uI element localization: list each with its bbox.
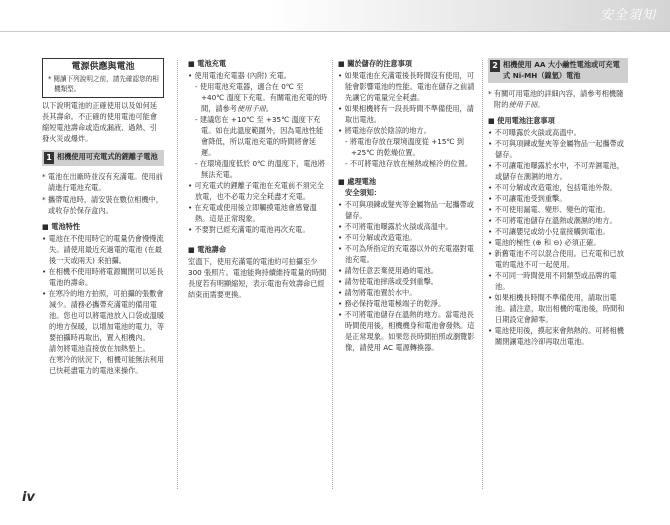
power-supply-box [42, 58, 164, 98]
sub-item: - 建議您在 +10℃ 至 +35℃ 溫度下充電。如在此溫度範圍外，因為電池性能會降低，所以電池充電的時間將會延遲。 [195, 115, 324, 157]
column-divider [332, 60, 333, 490]
sub-item: - 不可將電池存放在極熱或極冷的位置。 [345, 159, 473, 168]
list-item: • 如果相機將有一段長時間不準備使用，請取出電池。 [338, 104, 474, 124]
list-item: • 在寒冷的地方拍照，可拍攝的張數會減少。請務必攜帶充滿電的備用電池。您也可以將電池放入口袋或溫暖的地方保暖，以增加電池的電力，等要拍攝時再取出，置入相機內。 [42, 289, 165, 342]
list-item: • 不可將電池曝露於火燄或高溫中。 [338, 222, 453, 231]
list-item: • 請勿使電池摔落或受到重擊。 [338, 277, 438, 286]
list-item: • 在相機不使用時將電源關閉可以延長電池的壽命。 [42, 267, 164, 287]
list-item: • 不可分解或改造電池，包括電池外殼。 [488, 183, 617, 192]
sub-item: - 在環境溫度低於 0℃ 的溫度下，電池將無法充電。 [195, 159, 325, 179]
list-item: • 不可將電池儲存在溫熱的地方。當電池長時間使用後，相機機身和電池會發熱。這是正常現象。如果您長時間拍照或瀏覽影像，請使用 AC 電源轉換器。 [338, 310, 475, 352]
charging-heading: ■ 電池充電 [188, 59, 227, 68]
safety-subheading: 安全須知： [345, 188, 381, 197]
page-header [0, 0, 670, 32]
list-item: • 不可讓電池曝露於水中，不可弄濕電池，或儲存在潮濕的地方。 [488, 161, 624, 181]
note-item: * 電池在出廠時並沒有充滿電。使用前請進行電池充電。 [42, 172, 163, 192]
list-item: • 電池的極性 (⊕ 和 ⊖) 必須正確。 [488, 238, 601, 247]
header-title: 安全須知 [599, 8, 656, 23]
list-item: • 如果相機長時間不準備使用，請取出電池。請注意，取出相機的電池後，時間和日期設定會歸零。 [488, 293, 625, 324]
list-item: • 使用電池充電器 (內附) 充電。 [188, 71, 291, 80]
list-item: • 電池在不使用時它的電量仍會慢慢流失。請使用最近充過電的電池 (在最後一天或兩天) 來拍攝。 [42, 234, 164, 265]
storage-list [338, 70, 478, 169]
list-item: • 不可為所指定的充電器以外的充電器對電池充電。 [338, 244, 474, 264]
storage-heading: ■ 關於儲存的注意事項 [338, 59, 412, 68]
section-1-header [42, 150, 164, 166]
list-item: • 務必保持電池電極端子的乾淨。 [338, 299, 446, 308]
list-item: • 不可將電池儲存在溫熱或潮濕的地方。 [488, 216, 617, 225]
sub-item: - 將電池存放在環境溫度從 +15℃ 到 +25℃ 的乾燥位置。 [345, 137, 464, 157]
section-1-number: 1 [44, 152, 54, 164]
column-1 [42, 58, 164, 376]
battery-precautions-heading: ■ 使用電池注意事項 [488, 116, 555, 125]
column-4 [488, 58, 628, 347]
column-2 [188, 58, 328, 300]
battery-life-heading: ■ 電池壽命 [188, 245, 227, 254]
handling-list [338, 199, 478, 353]
list-item: • 不要對已經充滿電的電池再次充電。 [188, 225, 310, 234]
column-divider [482, 60, 483, 490]
list-item: • 在充電或使用後立即觸摸電池會感覺溫熱。這是正常現象。 [188, 203, 317, 223]
list-item: • 不可使用漏電、變形、變色的電池。 [488, 205, 610, 214]
camera-type-note: * 閱讀下列說明之前，請先確認您的相機類型。 [48, 75, 159, 93]
power-supply-title: 電源供應與電池 [71, 62, 135, 72]
list-item: • 不可曝露於火燄或高溫中。 [488, 128, 581, 137]
battery-features-heading: ■ 電池特性 [42, 222, 81, 231]
list-item: • 不可同一時間使用不同類型或品牌的電池。 [488, 271, 617, 291]
column-divider [177, 60, 178, 490]
section-2-number: 2 [490, 60, 500, 72]
list-item: • 電池使用後，摸起來會熱熱的。可將相機關閉讓電池冷卻再取出電池。 [488, 326, 624, 346]
battery-life-paragraph: 室溫下，使用充滿電的電池約可拍攝至少 300 張照片。電池能夠持續維持電量的時間長度若有明顯縮短，表示電池有效壽命已經結束而需要更換。 [188, 257, 327, 299]
sub-item: - 使用電池充電器，適合在 0℃ 至 +40℃ 溫度下充電。有關電池充電的時間，請參考使用手冊。 [195, 82, 328, 113]
list-item: • 不可與項鍊或髮夾等金屬物品一起攜帶或儲存。 [338, 200, 474, 220]
list-item: • 不可與項鍊或髮夾等金屬物品一起攜帶或儲存。 [488, 139, 624, 159]
list-item: • 不可讓嬰兒或幼小兒童接觸到電池。 [488, 227, 610, 236]
header-divider [0, 31, 670, 32]
list-item: • 如果電池在充滿電後長時間沒有使用，可能會影響電池的性能。電池在儲存之前請先讓它的電量完全耗盡。 [338, 71, 475, 102]
list-item-continued: 請勿將電池直接放在加熱墊上。 [49, 344, 150, 353]
battery-features-list [42, 233, 164, 376]
note-item: * 攜帶電池時，請安裝在數位相機中，或收存於保存盒內。 [42, 195, 163, 215]
list-item: • 不可讓電池受到重擊。 [488, 194, 567, 203]
list-item-continued: 在寒冷的狀況下，相機可能無法利用已快耗盡電力的電池來操作。 [49, 355, 165, 375]
section-2-title: 相機使用 AA 大小鹼性電池或可充電式 Ni-MH（鎳氫）電池 [503, 60, 620, 80]
list-item: • 請勿將電池置於水中。 [338, 288, 417, 297]
section-2-header [488, 58, 628, 83]
column-3 [338, 58, 478, 353]
handling-heading: ■ 處理電池 [338, 177, 377, 186]
list-item: • 將電池存放於陰涼的地方。 [338, 126, 431, 135]
list-item: • 可充電式的鋰離子電池在充電前不須完全放電，也不必電力完全耗盡才充電。 [188, 181, 324, 201]
battery-precautions-list [488, 127, 628, 347]
list-item: • 不可分解或改造電池。 [338, 233, 417, 242]
intro-paragraph: 以下說明電池的正確使用以及如何延長其壽命。不正確的使用電池可能會縮短電池壽命或造成漏液、過熱、引發火災或爆炸。 [42, 101, 158, 143]
charging-list [188, 70, 328, 235]
list-item: • 請勿任意丟棄使用過的電池。 [338, 266, 438, 275]
page-number: iv [22, 490, 35, 505]
note-item: * 有關可用電池的詳細內容，請參考相機隨附的使用手冊。 [488, 89, 624, 109]
section-1-title: 相機使用可充電式的鋰離子電池 [57, 152, 158, 161]
list-item: • 新舊電池不可以混合使用。已充電和已放電的電池不可一起使用。 [488, 249, 624, 269]
